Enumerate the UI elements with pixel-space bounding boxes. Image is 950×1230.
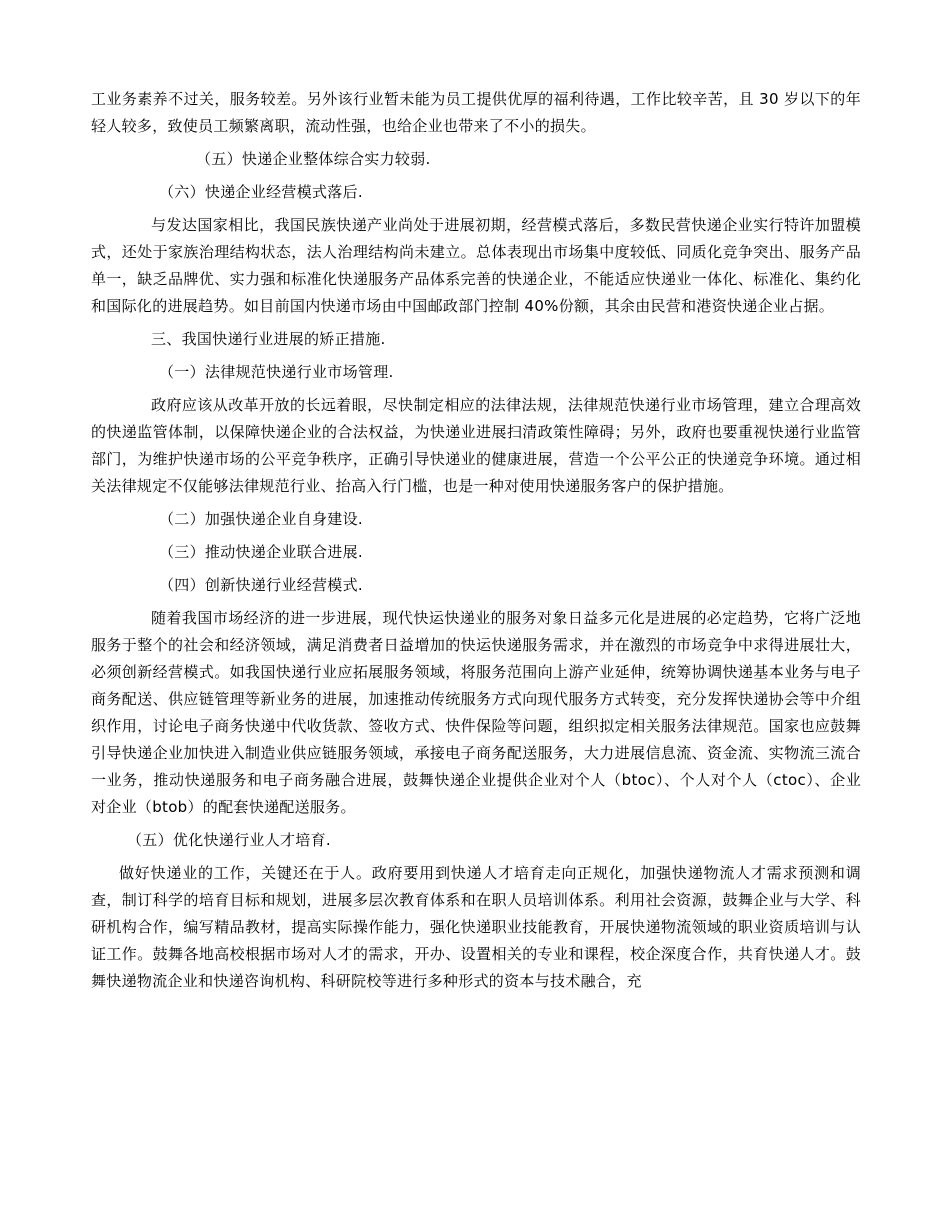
paragraph-talent: 做好快递业的工作，关键还在于人。政府要用到快递人才培育走向正规化，加强快递物流人才需求预测和调查，制订科学的培育目标和规划，进展多层次教育体系和在职人员培训体系。利用社会资源，鼓舞企业与大学、科研机构合作，编写精品教材，提高实际操作能力，强化快递职业技能教育，开展快递物流领域的职业资质培训与认证工作。鼓舞各地高校根据市场对人才的需求，开办、设置相关的专业和课程，校企深度合作，共育快递人才。鼓舞快递物流企业和快递咨询机构、科研院校等进行多种形式的资本与技术融合，充 [91,864,861,990]
heading-3-2-self-build: （二）加强快递企业自身建设. [159,510,363,528]
heading-6-business-model: （六）快递企业经营模式落后. [159,183,363,201]
heading-3-1-legal: （一）法律规范快递行业市场管理. [159,363,394,381]
paragraph-business-model: 与发达国家相比，我国民族快递产业尚处于进展初期，经营模式落后，多数民营快递企业实行特许加盟模式，还处于家族治理结构状态，法人治理结构尚未建立。总体表现出市场集中度较低、同质化竞争突出、服务产品单一，缺乏品牌优、实力强和标准化快递服务产品体系完善的快递企业，不能适应快递业一体化、标准化、集约化和国际化的进展趋势。如目前国内快递市场由中国邮政部门控制 40%份额，其余由民营和港资快递企业占据。 [91,216,861,315]
heading-3-3-joint-development: （三）推动快递企业联合进展. [159,543,363,561]
paragraph-legal: 政府应该从改革开放的长远着眼，尽快制定相应的法律法规，法律规范快递行业市场管理，建立合理高效的快递监管体制，以保障快递企业的合法权益，为快递业进展扫清政策性障碍；另外，政府也要重视快递行业监管部门，为维护快递市场的公平竞争秩序，正确引导快递业的健康进展，营造一个公平公正的快递竞争环境。通过相关法律规定不仅能够法律规范行业、抬高入行门槛，也是一种对使用快递服务客户的保护措施。 [91,396,861,495]
heading-3-4-innovation: （四）创新快递行业经营模式. [159,576,363,594]
heading-3-5-talent: （五）优化快递行业人才培育. [127,831,331,849]
section-3-heading: 三、我国快递行业进展的矫正措施. [151,330,386,348]
paragraph-intro: 工业务素养不过关，服务较差。另外该行业暂未能为员工提供优厚的福利待遇，工作比较辛苦，且 30 岁以下的年轻人较多，致使员工频繁离职，流动性强，也给企业也带来了不小的损失。 [91,90,861,135]
document-body [91,86,861,995]
paragraph-innovation: 随着我国市场经济的进一步进展，现代快运快递业的服务对象日益多元化是进展的必定趋势，它将广泛地服务于整个的社会和经济领域，满足消费者日益增加的快运快递服务需求，并在激烈的市场竞争中求得进展壮大，必须创新经营模式。如我国快递行业应拓展服务领域，将服务范围向上游产业延伸，统筹协调快递基本业务与电子商务配送、供应链管理等新业务的进展，加速推动传统服务方式向现代服务方式转变，充分发挥快递协会等中介组织作用，讨论电子商务快递中代收货款、签收方式、快件保险等问题，组织拟定相关服务法律规范。国家也应鼓舞引导快递企业加快进入制造业供应链服务领域，承接电子商务配送服务，大力进展信息流、资金流、实物流三流合一业务，推动快递服务和电子商务融合进展，鼓舞快递企业提供企业对个人（btoc）、个人对个人（ctoc）、企业对企业（btob）的配套快递配送服务。 [91,609,861,816]
heading-5-overall-strength: （五）快递企业整体综合实力较弱. [196,150,431,168]
